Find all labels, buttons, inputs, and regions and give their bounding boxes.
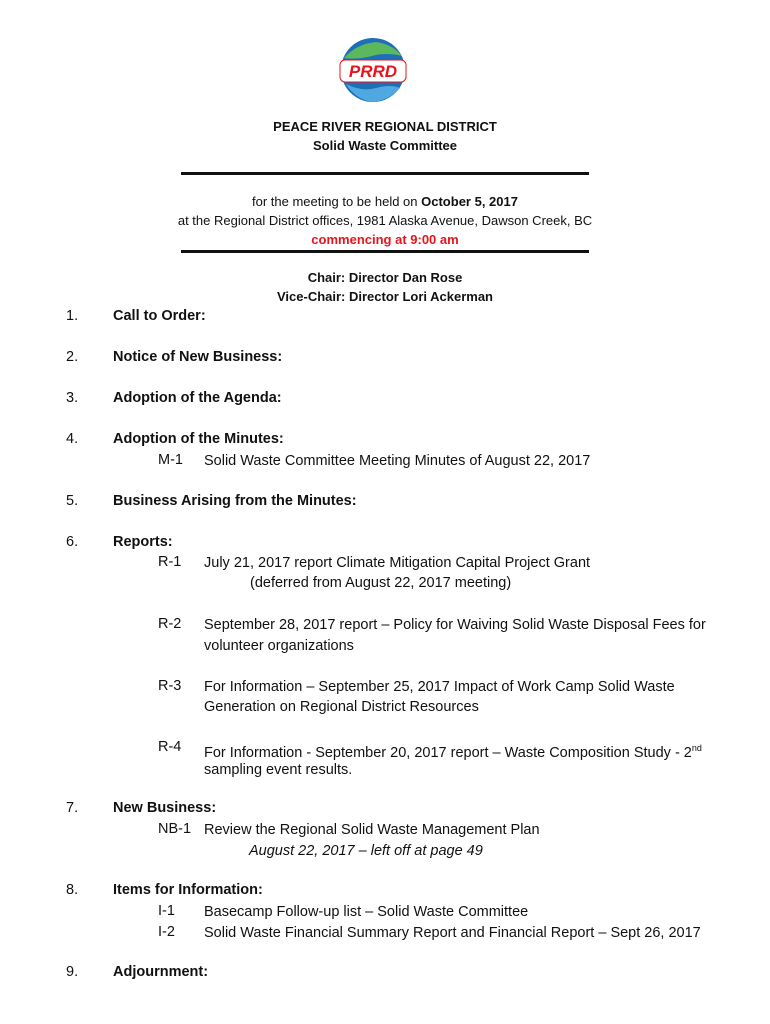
item-title-call-to-order: Call to Order: (113, 308, 206, 324)
item-title-reports: Reports: (113, 534, 173, 550)
vice-chair: Vice-Chair: Director Lori Ackerman (276, 289, 494, 304)
meeting-start: commencing at 9:00 am (311, 232, 459, 247)
item-number: 8. (66, 882, 79, 898)
item-number: 9. (66, 964, 79, 980)
meeting-date: October 5, 2017 (421, 194, 518, 209)
subitem-code: I-2 (158, 924, 175, 940)
subitem-text: Solid Waste Committee Meeting Minutes of August 22, 2017 (204, 453, 591, 469)
superscript: nd (691, 743, 702, 753)
subitem-text: Review the Regional Solid Waste Management Plan (204, 822, 540, 838)
subitem-code: M-1 (158, 452, 183, 468)
chair: Chair: Director Dan Rose (307, 270, 463, 285)
report-text-line2: volunteer organizations (204, 638, 354, 654)
report-text-line1: September 28, 2017 report – Policy for Waiving Solid Waste Disposal Fees for (204, 617, 706, 633)
item-title-business-arising: Business Arising from the Minutes: (113, 493, 357, 509)
report-text: For Information - September 20, 2017 report – Waste Composition Study - 2 (204, 744, 692, 761)
committee-name: Solid Waste Committee (313, 138, 457, 153)
item-title-new-business: New Business: (113, 800, 217, 816)
item-number: 7. (66, 800, 79, 816)
subitem-note: August 22, 2017 – left off at page 49 (249, 843, 483, 859)
prrd-logo (336, 36, 410, 104)
meeting-prefix: for the meeting to be held on (252, 194, 422, 209)
item-number: 3. (66, 390, 79, 406)
subitem-code: I-1 (158, 903, 175, 919)
logo-text: PRRD (348, 62, 398, 81)
item-number: 1. (66, 308, 79, 324)
subitem-text: Solid Waste Financial Summary Report and Financial Report – Sept 26, 2017 (204, 925, 701, 941)
item-title-agenda: Adoption of the Agenda: (113, 390, 282, 406)
item-number: 5. (66, 493, 79, 509)
item-title-information: Items for Information: (113, 882, 263, 898)
meeting-location: at the Regional District offices, 1981 Alaska Avenue, Dawson Creek, BC (177, 213, 593, 228)
org-name: PEACE RIVER REGIONAL DISTRICT (273, 119, 497, 134)
report-code: R-4 (158, 739, 182, 755)
report-text-line2: sampling event results. (204, 762, 353, 778)
item-number: 4. (66, 431, 79, 447)
item-title-adjournment: Adjournment: (113, 964, 209, 980)
item-title-minutes: Adoption of the Minutes: (113, 431, 284, 447)
report-text-line2: Generation on Regional District Resources (204, 699, 479, 715)
item-number: 6. (66, 534, 79, 550)
subitem-text: Basecamp Follow-up list – Solid Waste Committee (204, 904, 529, 920)
report-note: (deferred from August 22, 2017 meeting) (250, 575, 512, 591)
report-code: R-3 (158, 678, 182, 694)
report-code: R-2 (158, 616, 182, 632)
report-text-line1: July 21, 2017 report Climate Mitigation Capital Project Grant (204, 555, 591, 571)
divider-bottom (181, 250, 589, 253)
subitem-code: NB-1 (158, 821, 192, 837)
report-text-line1: For Information – September 25, 2017 Impact of Work Camp Solid Waste (204, 679, 675, 695)
item-number: 2. (66, 349, 79, 365)
report-code: R-1 (158, 554, 182, 570)
divider-top (181, 172, 589, 175)
meeting-line (0, 194, 770, 209)
item-title-new-business-notice: Notice of New Business: (113, 349, 283, 365)
